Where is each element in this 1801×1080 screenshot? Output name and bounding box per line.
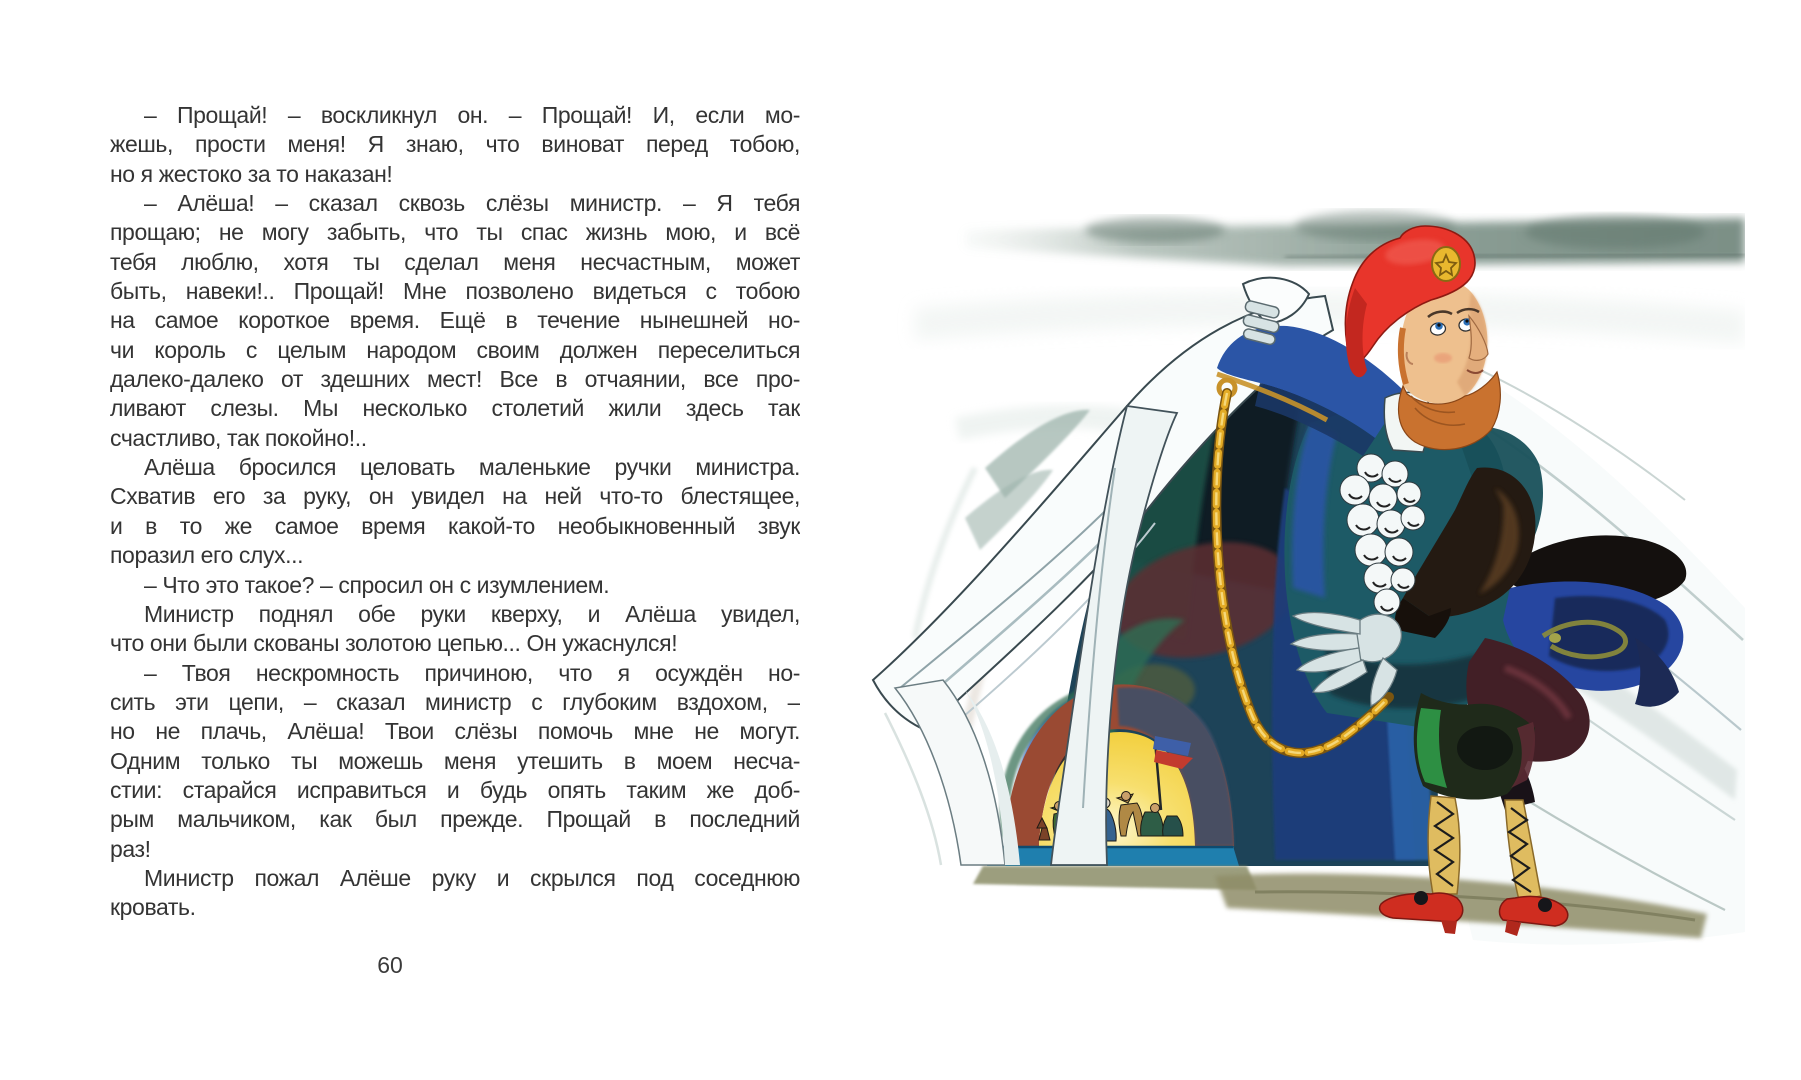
gripping-hand bbox=[1242, 300, 1280, 345]
text-line: счастливо, так покойно!.. bbox=[110, 424, 367, 451]
text-line: жешь, прости меня! Я знаю, что виноват перед тобою, bbox=[110, 131, 800, 158]
text-line: – Прощай! – воскликнул он. – Прощай! И, если мо- bbox=[144, 102, 800, 128]
text-line: Схватив его за руку, он увидел на ней что-то блестящее, bbox=[110, 483, 800, 510]
text-line: чи король с целым народом своим должен переселиться bbox=[110, 336, 800, 363]
text-line: кровать. bbox=[110, 894, 196, 921]
text-line: – Твоя нескромность причиною, что я осуждён но- bbox=[144, 659, 800, 686]
text-line: раз! bbox=[110, 835, 151, 862]
text-line: Алёша бросился целовать маленькие ручки министра. bbox=[144, 454, 800, 481]
text-line: рым мальчиком, как был прежде. Прощай в последний bbox=[110, 806, 800, 833]
text-line: далеко-далеко от здешних мест! Все в отчаянии, все про- bbox=[110, 366, 800, 393]
horizon-treeline bbox=[965, 211, 1745, 266]
text-line: сить эти цепи, – сказал министр с глубоким вздохом, – bbox=[110, 688, 800, 715]
text-line: – Алёша! – сказал сквозь слёзы министр. – Я тебя bbox=[144, 190, 800, 217]
text-line: Министр пожал Алёше руку и скрылся под соседнюю bbox=[144, 864, 800, 891]
text-line: но не плачь, Алёша! Твои слёзы помочь мне не могут. bbox=[110, 718, 800, 745]
text-line: тебя люблю, хотя ты сделал меня несчастным, может bbox=[110, 248, 800, 275]
text-line: быть, навеки!.. Прощай! Мне позволено видеться с тобою bbox=[110, 278, 800, 305]
text-line: прощаю; не могу забыть, что ты спас жизнь мою, и всё bbox=[110, 219, 800, 246]
text-line: – Что это такое? – спросил он с изумлением. bbox=[144, 571, 610, 598]
page-number: 60 bbox=[377, 952, 403, 978]
text-line: и в то же самое время какой-то необыкновенный звук bbox=[110, 512, 800, 539]
left-page-text bbox=[110, 101, 800, 923]
text-line: на самое короткое время. Ещё в течение нынешней но- bbox=[110, 307, 800, 334]
text-line: но я жестоко за то наказан! bbox=[110, 160, 393, 187]
text-line: ливают слезы. Мы несколько столетий жили здесь так bbox=[110, 395, 800, 422]
text-line: стии: старайся исправиться и будь опять таким же доб- bbox=[110, 776, 800, 803]
illustration bbox=[855, 168, 1745, 1058]
text-line: что они были скованы золотою цепью... Он ужаснулся! bbox=[110, 630, 678, 657]
text-line: Министр поднял обе руки кверху, и Алёша увидел, bbox=[144, 600, 800, 627]
blush bbox=[1434, 353, 1452, 363]
text-line: Одним только ты можешь меня утешить в моем несча- bbox=[110, 747, 800, 774]
text-line: поразил его слух... bbox=[110, 542, 304, 569]
